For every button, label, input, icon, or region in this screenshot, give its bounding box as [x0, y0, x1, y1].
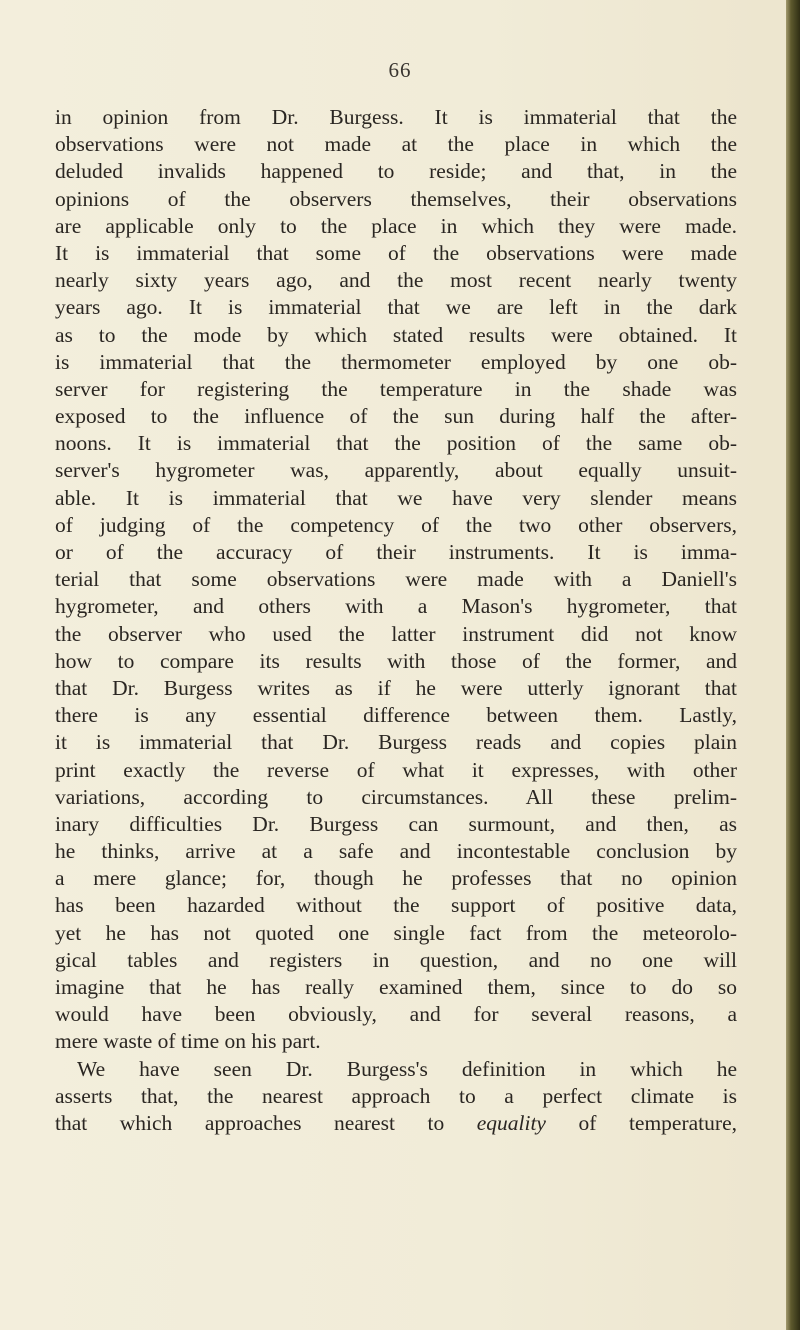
text-line: noons. It is immaterial that the position of the same ob- [55, 431, 737, 456]
text-line: exposed to the influence of the sun during half the after- [55, 404, 737, 429]
text-line [55, 1110, 737, 1137]
text-line: terial that some observations were made with a Daniell's [55, 567, 737, 592]
text-line: server's hygrometer was, apparently, about equally unsuit- [55, 458, 737, 483]
text-line: it is immaterial that Dr. Burgess reads and copies plain [55, 730, 737, 755]
text-run: that which approaches nearest to [55, 1110, 477, 1135]
text-line: has been hazarded without the support of positive data, [55, 893, 737, 918]
text-line: observations were not made at the place in which the [55, 132, 737, 157]
text-run: of temperature, [545, 1110, 737, 1135]
text-line: the observer who used the latter instrument did not know [55, 621, 737, 646]
text-line: he thinks, arrive at a safe and incontestable conclusion by [55, 839, 737, 864]
text-line: would have been obviously, and for several reasons, a [55, 1002, 737, 1027]
text-line: years ago. It is immaterial that we are left in the dark [55, 295, 737, 320]
text-line: there is any essential difference between them. Lastly, [55, 703, 737, 728]
text-line: hygrometer, and others with a Mason's hygrometer, that [55, 594, 737, 619]
text-line: is immaterial that the thermometer employed by one ob- [55, 349, 737, 374]
text-line: inary difficulties Dr. Burgess can surmount, and then, as [55, 811, 737, 836]
text-line: server for registering the temperature in the shade was [55, 376, 737, 401]
text-line: opinions of the observers themselves, their observations [55, 186, 737, 211]
text-line: variations, according to circumstances. All these prelim- [55, 784, 737, 809]
text-line: print exactly the reverse of what it expresses, with other [55, 757, 737, 782]
binding-edge [786, 0, 800, 1330]
text-line: how to compare its results with those of the former, and [55, 648, 737, 673]
text-line: that Dr. Burgess writes as if he were utterly ignorant that [55, 675, 737, 700]
text-line: It is immaterial that some of the observations were made [55, 240, 737, 265]
text-line: or of the accuracy of their instruments. It is imma- [55, 540, 737, 564]
paragraph-start-line: We have seen Dr. Burgess's definition in which he [77, 1056, 737, 1081]
text-line: of judging of the competency of the two other observers, [55, 512, 737, 537]
text-line: a mere glance; for, though he professes that no opinion [55, 866, 737, 891]
text-line: able. It is immaterial that we have very slender means [55, 485, 737, 510]
emphasized-word: equality [476, 1110, 546, 1135]
text-line: yet he has not quoted one single fact from the meteorolo- [55, 920, 737, 945]
text-line: are applicable only to the place in which they were made. [55, 213, 737, 238]
text-line: as to the mode by which stated results were obtained. It [55, 322, 737, 347]
text-line: deluded invalids happened to reside; and that, in the [55, 159, 737, 184]
text-line: nearly sixty years ago, and the most recent nearly twenty [55, 268, 737, 293]
text-line: asserts that, the nearest approach to a perfect climate is [55, 1083, 737, 1108]
text-line: gical tables and registers in question, and no one will [55, 947, 737, 972]
text-line: in opinion from Dr. Burgess. It is immaterial that the [55, 105, 737, 129]
page-number: 66 [388, 58, 412, 82]
paragraph-end-line: mere waste of time on his part. [55, 1029, 321, 1054]
body-text [55, 104, 737, 1137]
text-line: imagine that he has really examined them, since to do so [55, 975, 737, 999]
